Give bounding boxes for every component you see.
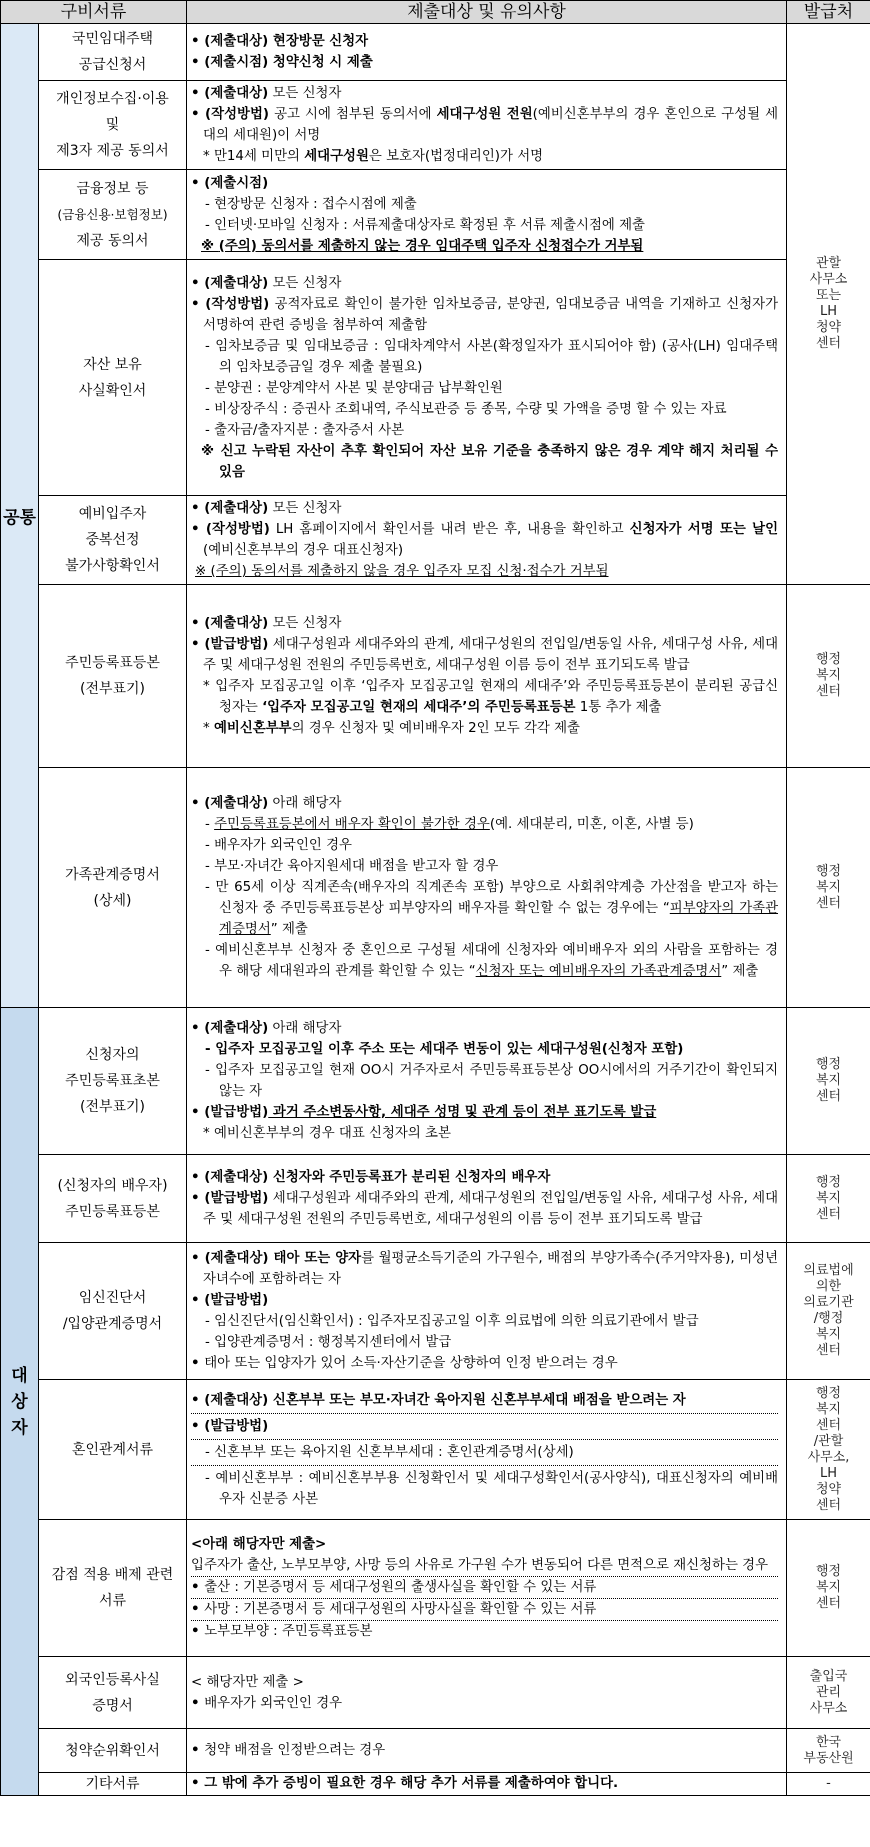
issuer-cell: 행정 복지 센터	[787, 768, 870, 1008]
category-common: 공통	[1, 24, 39, 1008]
doc-cell: (신청자의 배우자) 주민등록표등본	[39, 1155, 187, 1243]
table-row	[1, 1243, 870, 1380]
doc-cell: 청약순위확인서	[39, 1729, 187, 1773]
content-cell: • (제출대상) 모든 신청자 • (발급방법) 세대구성원과 세대주와의 관계, 세대구성원의 전입일/변동일 사유, 세대구성 사유, 세대주 및 세대구성원 전원의 주민등록번호, 세대구성원 이름 등이 전부 표기되도록 발급 * 입주자 모집공고일 이후 ‘입주자 모집공고일 현재의 세대주’와 주민등록표등본이 분리된 공급신청자는 ‘입주자 모집공고일 현재의 세대주’의 주민등록표등본 1통 추가 제출 * 예비신혼부부의 경우 신청자 및 예비배우자 2인 모두 각각 제출	[187, 585, 787, 768]
table-row	[1, 1729, 870, 1773]
issuer-cell: 행정 복지 센터 /관할 사무소, LH 청약 센터	[787, 1380, 870, 1520]
doc-cell: 임신진단서 /입양관계증명서	[39, 1243, 187, 1380]
table-row	[1, 24, 870, 81]
issuer-cell: 행정 복지 센터	[787, 585, 870, 768]
table-row	[1, 260, 870, 496]
header-issuer: 발급처	[787, 1, 870, 24]
header-content: 제출대상 및 유의사항	[187, 1, 787, 24]
content-cell: • (제출대상) 모든 신청자 • (작성방법) LH 홈페이지에서 확인서를 내려 받은 후, 내용을 확인하고 신청자가 서명 또는 날인 (예비신혼부부의 경우 대표신청자) ※ (주의) 동의서를 제출하지 않을 경우 입주자 모집 신청·접수가 거부됨	[187, 496, 787, 585]
content-cell: • (제출대상) 모든 신청자 • (작성방법) 공적자료로 확인이 불가한 임차보증금, 분양권, 임대보증금 내역을 기재하고 신청자가 서명하여 관련 증빙을 첨부하여 제출함 - 임차보증금 및 임대보증금 : 임대차계약서 사본(확정일자가 표시되어야 함) (공사(LH) 임대주택의 임차보증금일 경우 제출 불필요) - 분양권 : 분양계약서 사본 및 분양대금 납부확인원 - 비상장주식 : 증권사 조회내역, 주식보관증 등 종목, 수량 및 가액을 증명 할 수 있는 자료 - 출자금/출자지분 : 출자증서 사본 ※ 신고 누락된 자산이 추후 확인되어 자산 보유 기준을 충족하지 않은 경우 계약 해지 처리될 수 있음	[187, 260, 787, 496]
content-cell: • (제출시점) - 현장방문 신청자 : 접수시점에 제출 - 인터넷·모바일 신청자 : 서류제출대상자로 확정된 후 서류 제출시점에 제출 ※ (주의) 동의서를 제출하지 않는 경우 임대주택 입주자 신청접수가 거부됨	[187, 170, 787, 260]
issuer-cell: 관할 사무소 또는 LH 청약 센터	[787, 24, 870, 585]
issuer-cell: 행정 복지 센터	[787, 1008, 870, 1155]
issuer-cell: 한국 부동산원	[787, 1729, 870, 1773]
doc-cell: 개인정보수집·이용 및 제3자 제공 동의서	[39, 81, 187, 170]
doc-cell: 혼인관계서류	[39, 1380, 187, 1520]
doc-cell: 외국인등록사실 증명서	[39, 1657, 187, 1729]
doc-cell: 가족관계증명서 (상세)	[39, 768, 187, 1008]
category-target: 대상자	[1, 1008, 39, 1796]
issuer-cell: 행정 복지 센터	[787, 1155, 870, 1243]
doc-cell: 금융정보 등 (금융신용·보험정보) 제공 동의서	[39, 170, 187, 260]
table-row	[1, 1520, 870, 1657]
issuer-cell: 행정 복지 센터	[787, 1520, 870, 1657]
table-row	[1, 1380, 870, 1520]
content-cell: < 해당자만 제출 > • 배우자가 외국인인 경우	[187, 1657, 787, 1729]
content-cell: • (제출대상) 신혼부부 또는 부모·자녀간 육아지원 신혼부부세대 배점을 받으려는 자 • (발급방법) - 신혼부부 또는 육아지원 신혼부부세대 : 혼인관계증명서(상세) - 예비신혼부부 : 예비신혼부부용 신청확인서 및 세대구성확인서(공사양식), 대표신청자의 예비배우자 신분증 사본	[187, 1380, 787, 1520]
content-cell: • (제출대상) 태아 또는 양자를 월평균소득기준의 가구원수, 배점의 부양가족수(주거약자용), 미성년자녀수에 포함하려는 자 • (발급방법) - 임신진단서(임신확인서) : 입주자모집공고일 이후 의료법에 의한 의료기관에서 발급 - 입양관계증명서 : 행정복지센터에서 발급 • 태아 또는 입양자가 있어 소득·자산기준을 상향하여 인정 받으려는 경우	[187, 1243, 787, 1380]
table-row	[1, 768, 870, 1008]
doc-cell: 신청자의 주민등록표초본 (전부표기)	[39, 1008, 187, 1155]
content-cell: • 그 밖에 추가 증빙이 필요한 경우 해당 추가 서류를 제출하여야 합니다.	[187, 1773, 787, 1796]
content-cell: • (제출대상) 모든 신청자 • (작성방법) 공고 시에 첨부된 동의서에 세대구성원 전원(예비신혼부부의 경우 혼인으로 구성될 세대의 세대원)이 서명 * 만14세 미만의 세대구성원은 보호자(법정대리인)가 서명	[187, 81, 787, 170]
content-cell: • (제출대상) 신청자와 주민등록표가 분리된 신청자의 배우자 • (발급방법) 세대구성원과 세대주와의 관계, 세대구성원의 전입일/변동일 사유, 세대구성 사유, 세대주 및 세대구성원 전원의 주민등록번호, 세대구성원의 이름 등이 전부 표기되도록 발급	[187, 1155, 787, 1243]
content-cell: <아래 해당자만 제출> 입주자가 출산, 노부모부양, 사망 등의 사유로 가구원 수가 변동되어 다른 면적으로 재신청하는 경우 • 출산 : 기본증명서 등 세대구성원의 출생사실을 확인할 수 있는 서류 • 사망 : 기본증명서 등 세대구성원의 사망사실을 확인할 수 있는 서류 • 노부모부양 : 주민등록표등본	[187, 1520, 787, 1657]
issuer-cell: 의료법에 의한 의료기관 /행정 복지 센터	[787, 1243, 870, 1380]
doc-cell: 감점 적용 배제 관련 서류	[39, 1520, 187, 1657]
content-cell: • 청약 배점을 인정받으려는 경우	[187, 1729, 787, 1773]
doc-cell: 주민등록표등본 (전부표기)	[39, 585, 187, 768]
issuer-cell: -	[787, 1773, 870, 1796]
table-row	[1, 170, 870, 260]
table-row	[1, 1657, 870, 1729]
issuer-cell: 출입국 관리 사무소	[787, 1657, 870, 1729]
content-cell: • (제출대상) 아래 해당자 - 주민등록표등본에서 배우자 확인이 불가한 경우(예. 세대분리, 미혼, 이혼, 사별 등) - 배우자가 외국인인 경우 - 부모·자녀간 육아지원세대 배점을 받고자 할 경우 - 만 65세 이상 직계존속(배우자의 직계존속 포함) 부양으로 사회취약계층 가산점을 받고자 하는 신청자 중 주민등록표등본상 피부양자의 배우자를 확인할 수 없는 경우에는 “피부양자의 가족관계증명서” 제출 - 예비신혼부부 신청자 중 혼인으로 구성될 세대에 신청자와 예비배우자 외의 사람을 포함하는 경우 해당 세대원과의 관계를 확인할 수 있는 “신청자 또는 예비배우자의 가족관계증명서” 제출	[187, 768, 787, 1008]
table-row	[1, 1155, 870, 1243]
content-cell: • (제출대상) 아래 해당자 - 입주자 모집공고일 이후 주소 또는 세대주 변동이 있는 세대구성원(신청자 포함) - 입주자 모집공고일 현재 OO시 거주자로서 주민등록표등본상 OO시에서의 거주기간이 확인되지 않는 자 • (발급방법) 과거 주소변동사항, 세대주 성명 및 관계 등이 전부 표기도록 발급 * 예비신혼부부의 경우 대표 신청자의 초본	[187, 1008, 787, 1155]
table-row	[1, 1008, 870, 1155]
doc-cell: 기타서류	[39, 1773, 187, 1796]
doc-cell: 국민임대주택 공급신청서	[39, 24, 187, 81]
table-row	[1, 585, 870, 768]
table-row	[1, 1773, 870, 1796]
doc-cell: 자산 보유 사실확인서	[39, 260, 187, 496]
header-row	[1, 1, 870, 24]
table-row	[1, 81, 870, 170]
header-doc: 구비서류	[1, 1, 187, 24]
content-cell: • (제출대상) 현장방문 신청자 • (제출시점) 청약신청 시 제출	[187, 24, 787, 81]
table-row	[1, 496, 870, 585]
doc-cell: 예비입주자 중복선정 불가사항확인서	[39, 496, 187, 585]
